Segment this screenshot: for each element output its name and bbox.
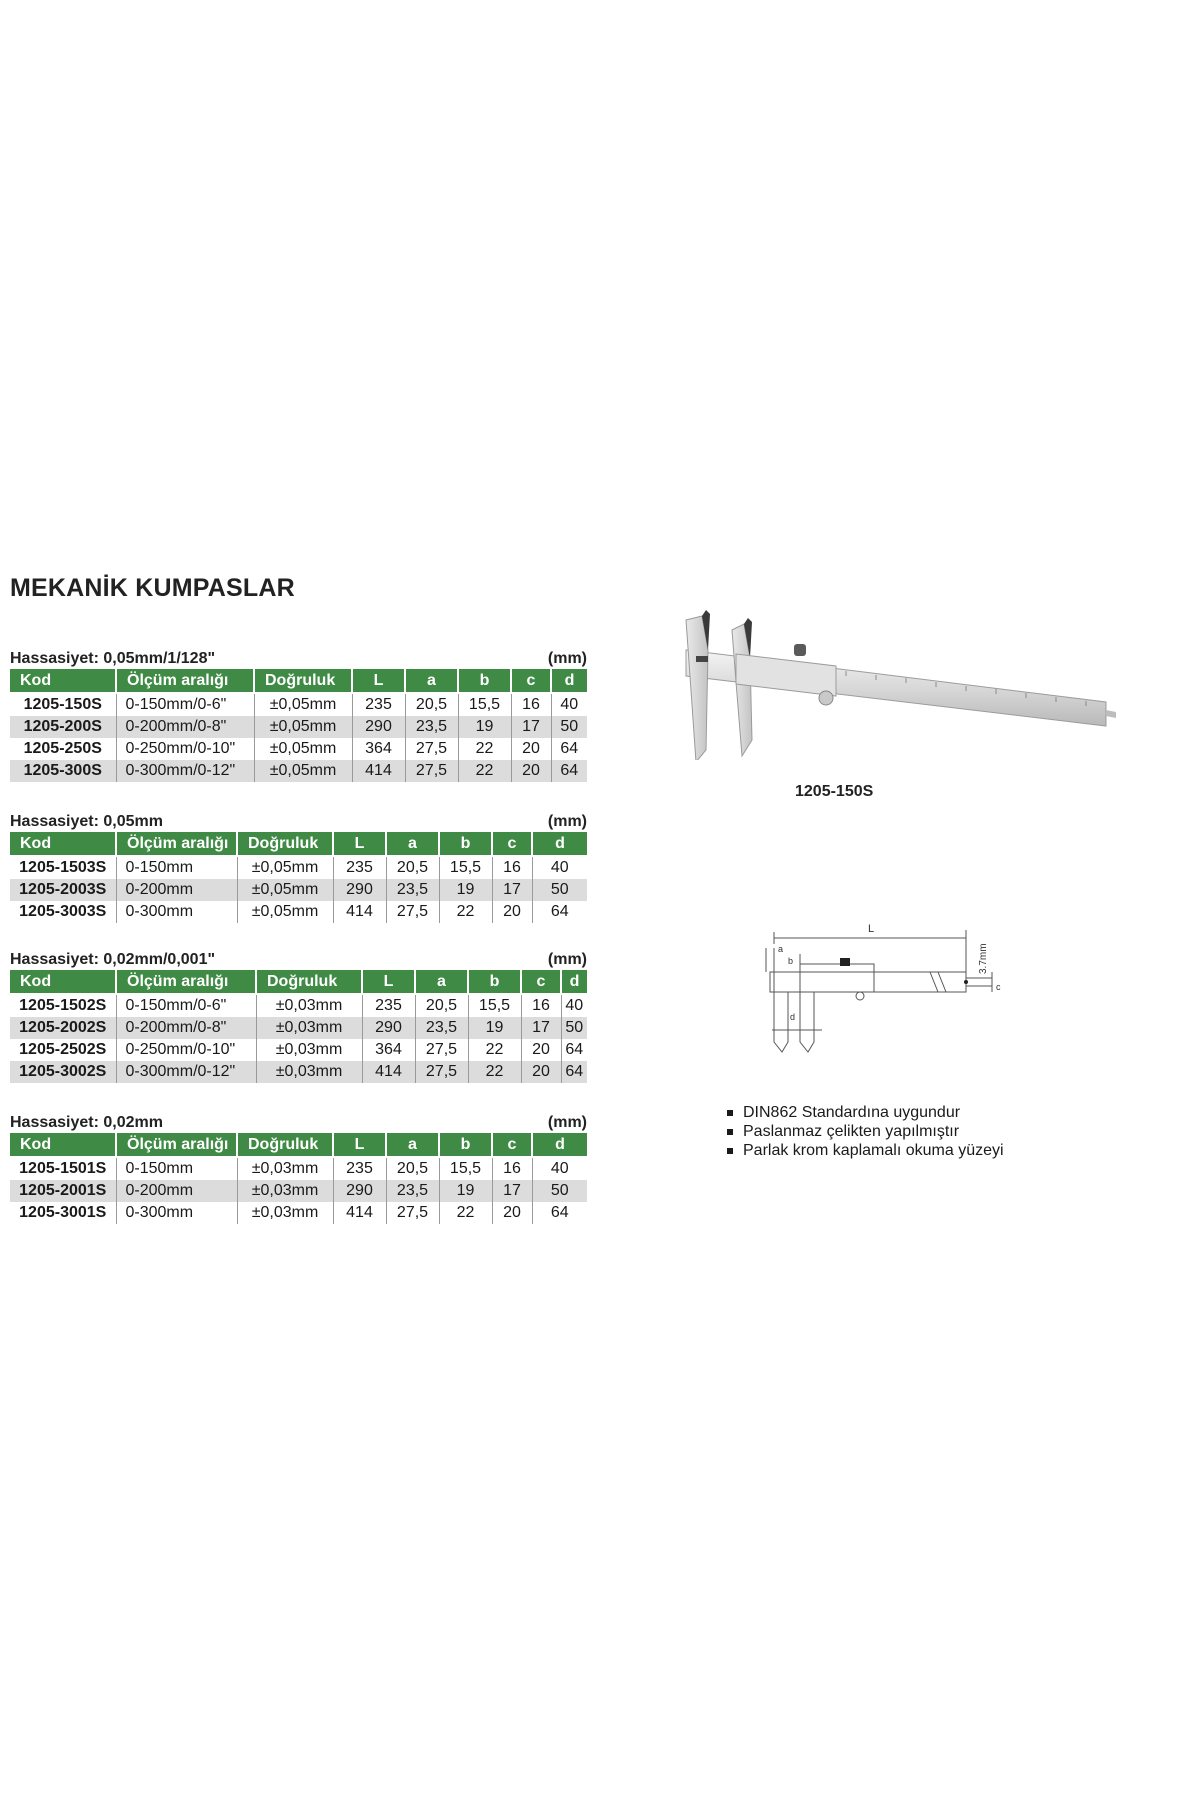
col-header-range: Ölçüm aralığı <box>116 970 256 994</box>
col-header-b: b <box>439 1133 492 1157</box>
label-c: c <box>996 982 1001 992</box>
table-row <box>10 1157 587 1180</box>
table-header-row <box>10 832 587 856</box>
cell-d: 64 <box>532 901 587 923</box>
cell-range: 0-300mm <box>116 1202 237 1224</box>
cell-kod: 1205-2001S <box>10 1180 116 1202</box>
cell-accuracy: ±0,03mm <box>256 994 362 1017</box>
cell-range: 0-150mm <box>116 1157 237 1180</box>
table-row <box>10 1039 587 1061</box>
cell-c: 16 <box>511 693 551 716</box>
cell-d: 64 <box>532 1202 587 1224</box>
label-d: d <box>790 1012 796 1022</box>
table-row <box>10 760 587 782</box>
cell-accuracy: ±0,03mm <box>237 1180 333 1202</box>
list-item <box>727 1122 1004 1141</box>
col-header-range: Ölçüm aralığı <box>116 832 237 856</box>
cell-c: 16 <box>492 1157 532 1180</box>
cell-range: 0-300mm <box>116 901 237 923</box>
cell-a: 20,5 <box>386 856 439 879</box>
table-row <box>10 738 587 760</box>
col-header-range: Ölçüm aralığı <box>116 1133 237 1157</box>
block-header <box>10 648 587 668</box>
block-header <box>10 949 587 969</box>
cell-d: 50 <box>561 1017 587 1039</box>
cell-range: 0-200mm/0-8" <box>116 1017 256 1039</box>
table-row <box>10 879 587 901</box>
col-header-l: L <box>362 970 415 994</box>
list-item <box>727 1141 1004 1160</box>
cell-b: 19 <box>439 1180 492 1202</box>
cell-a: 20,5 <box>386 1157 439 1180</box>
cell-c: 17 <box>492 1180 532 1202</box>
cell-kod: 1205-2502S <box>10 1039 116 1061</box>
col-header-accuracy: Doğruluk <box>237 1133 333 1157</box>
cell-kod: 1205-2003S <box>10 879 116 901</box>
cell-a: 23,5 <box>405 716 458 738</box>
table-row <box>10 716 587 738</box>
unit-label: (mm) <box>547 951 587 968</box>
spec-table <box>10 970 587 1083</box>
feature-text: Parlak krom kaplamalı okuma yüzeyi <box>743 1142 1004 1159</box>
cell-range: 0-150mm/0-6" <box>116 693 254 716</box>
cell-range: 0-200mm <box>116 879 237 901</box>
cell-range: 0-200mm/0-8" <box>116 716 254 738</box>
cell-range: 0-250mm/0-10" <box>116 1039 256 1061</box>
label-b: b <box>788 956 794 966</box>
cell-l: 235 <box>333 856 386 879</box>
label-a: a <box>778 944 784 954</box>
col-header-b: b <box>458 669 511 693</box>
list-item <box>727 1103 1004 1122</box>
cell-d: 40 <box>532 856 587 879</box>
cell-b: 22 <box>439 1202 492 1224</box>
table-row <box>10 693 587 716</box>
cell-c: 20 <box>521 1061 561 1083</box>
cell-l: 414 <box>352 760 405 782</box>
cell-range: 0-250mm/0-10" <box>116 738 254 760</box>
col-header-c: c <box>511 669 551 693</box>
cell-l: 290 <box>333 879 386 901</box>
col-header-d: d <box>532 832 587 856</box>
precision-label: Hassasiyet: 0,02mm <box>10 1114 163 1131</box>
col-header-kod: Kod <box>10 669 116 693</box>
col-header-c: c <box>492 1133 532 1157</box>
label-depth: 3.7mm <box>978 943 989 974</box>
cell-accuracy: ±0,03mm <box>237 1157 333 1180</box>
table-row <box>10 994 587 1017</box>
cell-c: 17 <box>521 1017 561 1039</box>
precision-label: Hassasiyet: 0,05mm/1/128" <box>10 650 216 667</box>
cell-l: 290 <box>362 1017 415 1039</box>
cell-l: 235 <box>352 693 405 716</box>
cell-range: 0-200mm <box>116 1180 237 1202</box>
col-header-l: L <box>352 669 405 693</box>
cell-b: 22 <box>468 1039 521 1061</box>
cell-b: 15,5 <box>439 1157 492 1180</box>
cell-l: 364 <box>352 738 405 760</box>
caliper-photo <box>676 610 1116 760</box>
spec-block-3 <box>10 1112 587 1224</box>
col-header-a: a <box>405 669 458 693</box>
cell-b: 22 <box>439 901 492 923</box>
cell-accuracy: ±0,05mm <box>237 856 333 879</box>
cell-d: 64 <box>561 1061 587 1083</box>
cell-l: 290 <box>333 1180 386 1202</box>
cell-l: 235 <box>333 1157 386 1180</box>
cell-l: 290 <box>352 716 405 738</box>
cell-c: 17 <box>511 716 551 738</box>
col-header-accuracy: Doğruluk <box>237 832 333 856</box>
cell-a: 27,5 <box>386 1202 439 1224</box>
table-header-row <box>10 1133 587 1157</box>
unit-label: (mm) <box>547 1114 587 1131</box>
cell-c: 17 <box>492 879 532 901</box>
table-header-row <box>10 669 587 693</box>
page-title: MEKANİK KUMPASLAR <box>10 574 295 602</box>
col-header-a: a <box>386 1133 439 1157</box>
cell-accuracy: ±0,05mm <box>254 738 352 760</box>
table-row <box>10 856 587 879</box>
cell-l: 414 <box>333 1202 386 1224</box>
cell-b: 22 <box>458 760 511 782</box>
cell-a: 23,5 <box>386 1180 439 1202</box>
cell-range: 0-150mm <box>116 856 237 879</box>
cell-kod: 1205-200S <box>10 716 116 738</box>
col-header-kod: Kod <box>10 832 116 856</box>
cell-accuracy: ±0,05mm <box>254 716 352 738</box>
cell-b: 15,5 <box>458 693 511 716</box>
cell-accuracy: ±0,03mm <box>256 1061 362 1083</box>
cell-kod: 1205-300S <box>10 760 116 782</box>
cell-b: 15,5 <box>439 856 492 879</box>
col-header-kod: Kod <box>10 970 116 994</box>
unit-label: (mm) <box>547 813 587 830</box>
cell-kod: 1205-2002S <box>10 1017 116 1039</box>
col-header-c: c <box>492 832 532 856</box>
cell-l: 235 <box>362 994 415 1017</box>
cell-b: 22 <box>468 1061 521 1083</box>
cell-d: 64 <box>551 738 587 760</box>
feature-list <box>727 1103 1004 1160</box>
cell-kod: 1205-250S <box>10 738 116 760</box>
cell-d: 40 <box>532 1157 587 1180</box>
cell-d: 40 <box>561 994 587 1017</box>
cell-c: 20 <box>521 1039 561 1061</box>
cell-a: 23,5 <box>415 1017 468 1039</box>
col-header-b: b <box>439 832 492 856</box>
caliper-dimension-diagram <box>760 920 1010 1060</box>
cell-kod: 1205-1503S <box>10 856 116 879</box>
cell-a: 27,5 <box>415 1061 468 1083</box>
cell-range: 0-150mm/0-6" <box>116 994 256 1017</box>
cell-accuracy: ±0,05mm <box>254 693 352 716</box>
col-header-kod: Kod <box>10 1133 116 1157</box>
cell-range: 0-300mm/0-12" <box>116 1061 256 1083</box>
cell-b: 19 <box>458 716 511 738</box>
cell-b: 19 <box>439 879 492 901</box>
cell-l: 364 <box>362 1039 415 1061</box>
cell-d: 40 <box>551 693 587 716</box>
cell-d: 50 <box>532 879 587 901</box>
bullet-icon <box>727 1129 733 1135</box>
cell-kod: 1205-150S <box>10 693 116 716</box>
table-row <box>10 1061 587 1083</box>
unit-label: (mm) <box>547 650 587 667</box>
cell-d: 50 <box>551 716 587 738</box>
cell-c: 20 <box>492 901 532 923</box>
spec-block-2 <box>10 949 587 1083</box>
cell-a: 20,5 <box>415 994 468 1017</box>
cell-c: 20 <box>511 738 551 760</box>
cell-kod: 1205-1501S <box>10 1157 116 1180</box>
spec-table <box>10 832 587 923</box>
spec-table <box>10 1133 587 1224</box>
cell-a: 27,5 <box>386 901 439 923</box>
cell-a: 27,5 <box>405 738 458 760</box>
cell-a: 27,5 <box>415 1039 468 1061</box>
col-header-d: d <box>561 970 587 994</box>
spec-block-0 <box>10 648 587 782</box>
cell-l: 414 <box>362 1061 415 1083</box>
photo-caption: 1205-150S <box>795 783 874 800</box>
table-row <box>10 1180 587 1202</box>
spec-table <box>10 669 587 782</box>
cell-accuracy: ±0,03mm <box>237 1202 333 1224</box>
table-header-row <box>10 970 587 994</box>
cell-range: 0-300mm/0-12" <box>116 760 254 782</box>
feature-text: Paslanmaz çelikten yapılmıştır <box>743 1123 960 1140</box>
table-row <box>10 1202 587 1224</box>
cell-kod: 1205-3002S <box>10 1061 116 1083</box>
cell-b: 22 <box>458 738 511 760</box>
col-header-a: a <box>415 970 468 994</box>
bullet-icon <box>727 1110 733 1116</box>
cell-accuracy: ±0,03mm <box>256 1017 362 1039</box>
col-header-d: d <box>551 669 587 693</box>
cell-accuracy: ±0,05mm <box>254 760 352 782</box>
precision-label: Hassasiyet: 0,02mm/0,001" <box>10 951 216 968</box>
cell-a: 23,5 <box>386 879 439 901</box>
bullet-icon <box>727 1148 733 1154</box>
cell-d: 64 <box>561 1039 587 1061</box>
cell-l: 414 <box>333 901 386 923</box>
table-row <box>10 1017 587 1039</box>
table-row <box>10 901 587 923</box>
cell-c: 20 <box>511 760 551 782</box>
cell-b: 15,5 <box>468 994 521 1017</box>
cell-kod: 1205-3001S <box>10 1202 116 1224</box>
block-header <box>10 1112 587 1132</box>
cell-accuracy: ±0,05mm <box>237 879 333 901</box>
cell-b: 19 <box>468 1017 521 1039</box>
label-l: L <box>868 923 875 935</box>
spec-block-1 <box>10 811 587 923</box>
col-header-a: a <box>386 832 439 856</box>
col-header-b: b <box>468 970 521 994</box>
cell-kod: 1205-3003S <box>10 901 116 923</box>
cell-accuracy: ±0,05mm <box>237 901 333 923</box>
feature-text: DIN862 Standardına uygundur <box>743 1104 961 1121</box>
cell-c: 16 <box>521 994 561 1017</box>
cell-a: 27,5 <box>405 760 458 782</box>
cell-c: 20 <box>492 1202 532 1224</box>
cell-c: 16 <box>492 856 532 879</box>
precision-label: Hassasiyet: 0,05mm <box>10 813 163 830</box>
block-header <box>10 811 587 831</box>
col-header-l: L <box>333 1133 386 1157</box>
col-header-c: c <box>521 970 561 994</box>
cell-a: 20,5 <box>405 693 458 716</box>
col-header-l: L <box>333 832 386 856</box>
col-header-accuracy: Doğruluk <box>256 970 362 994</box>
cell-accuracy: ±0,03mm <box>256 1039 362 1061</box>
cell-d: 50 <box>532 1180 587 1202</box>
col-header-d: d <box>532 1133 587 1157</box>
cell-d: 64 <box>551 760 587 782</box>
col-header-accuracy: Doğruluk <box>254 669 352 693</box>
col-header-range: Ölçüm aralığı <box>116 669 254 693</box>
cell-kod: 1205-1502S <box>10 994 116 1017</box>
